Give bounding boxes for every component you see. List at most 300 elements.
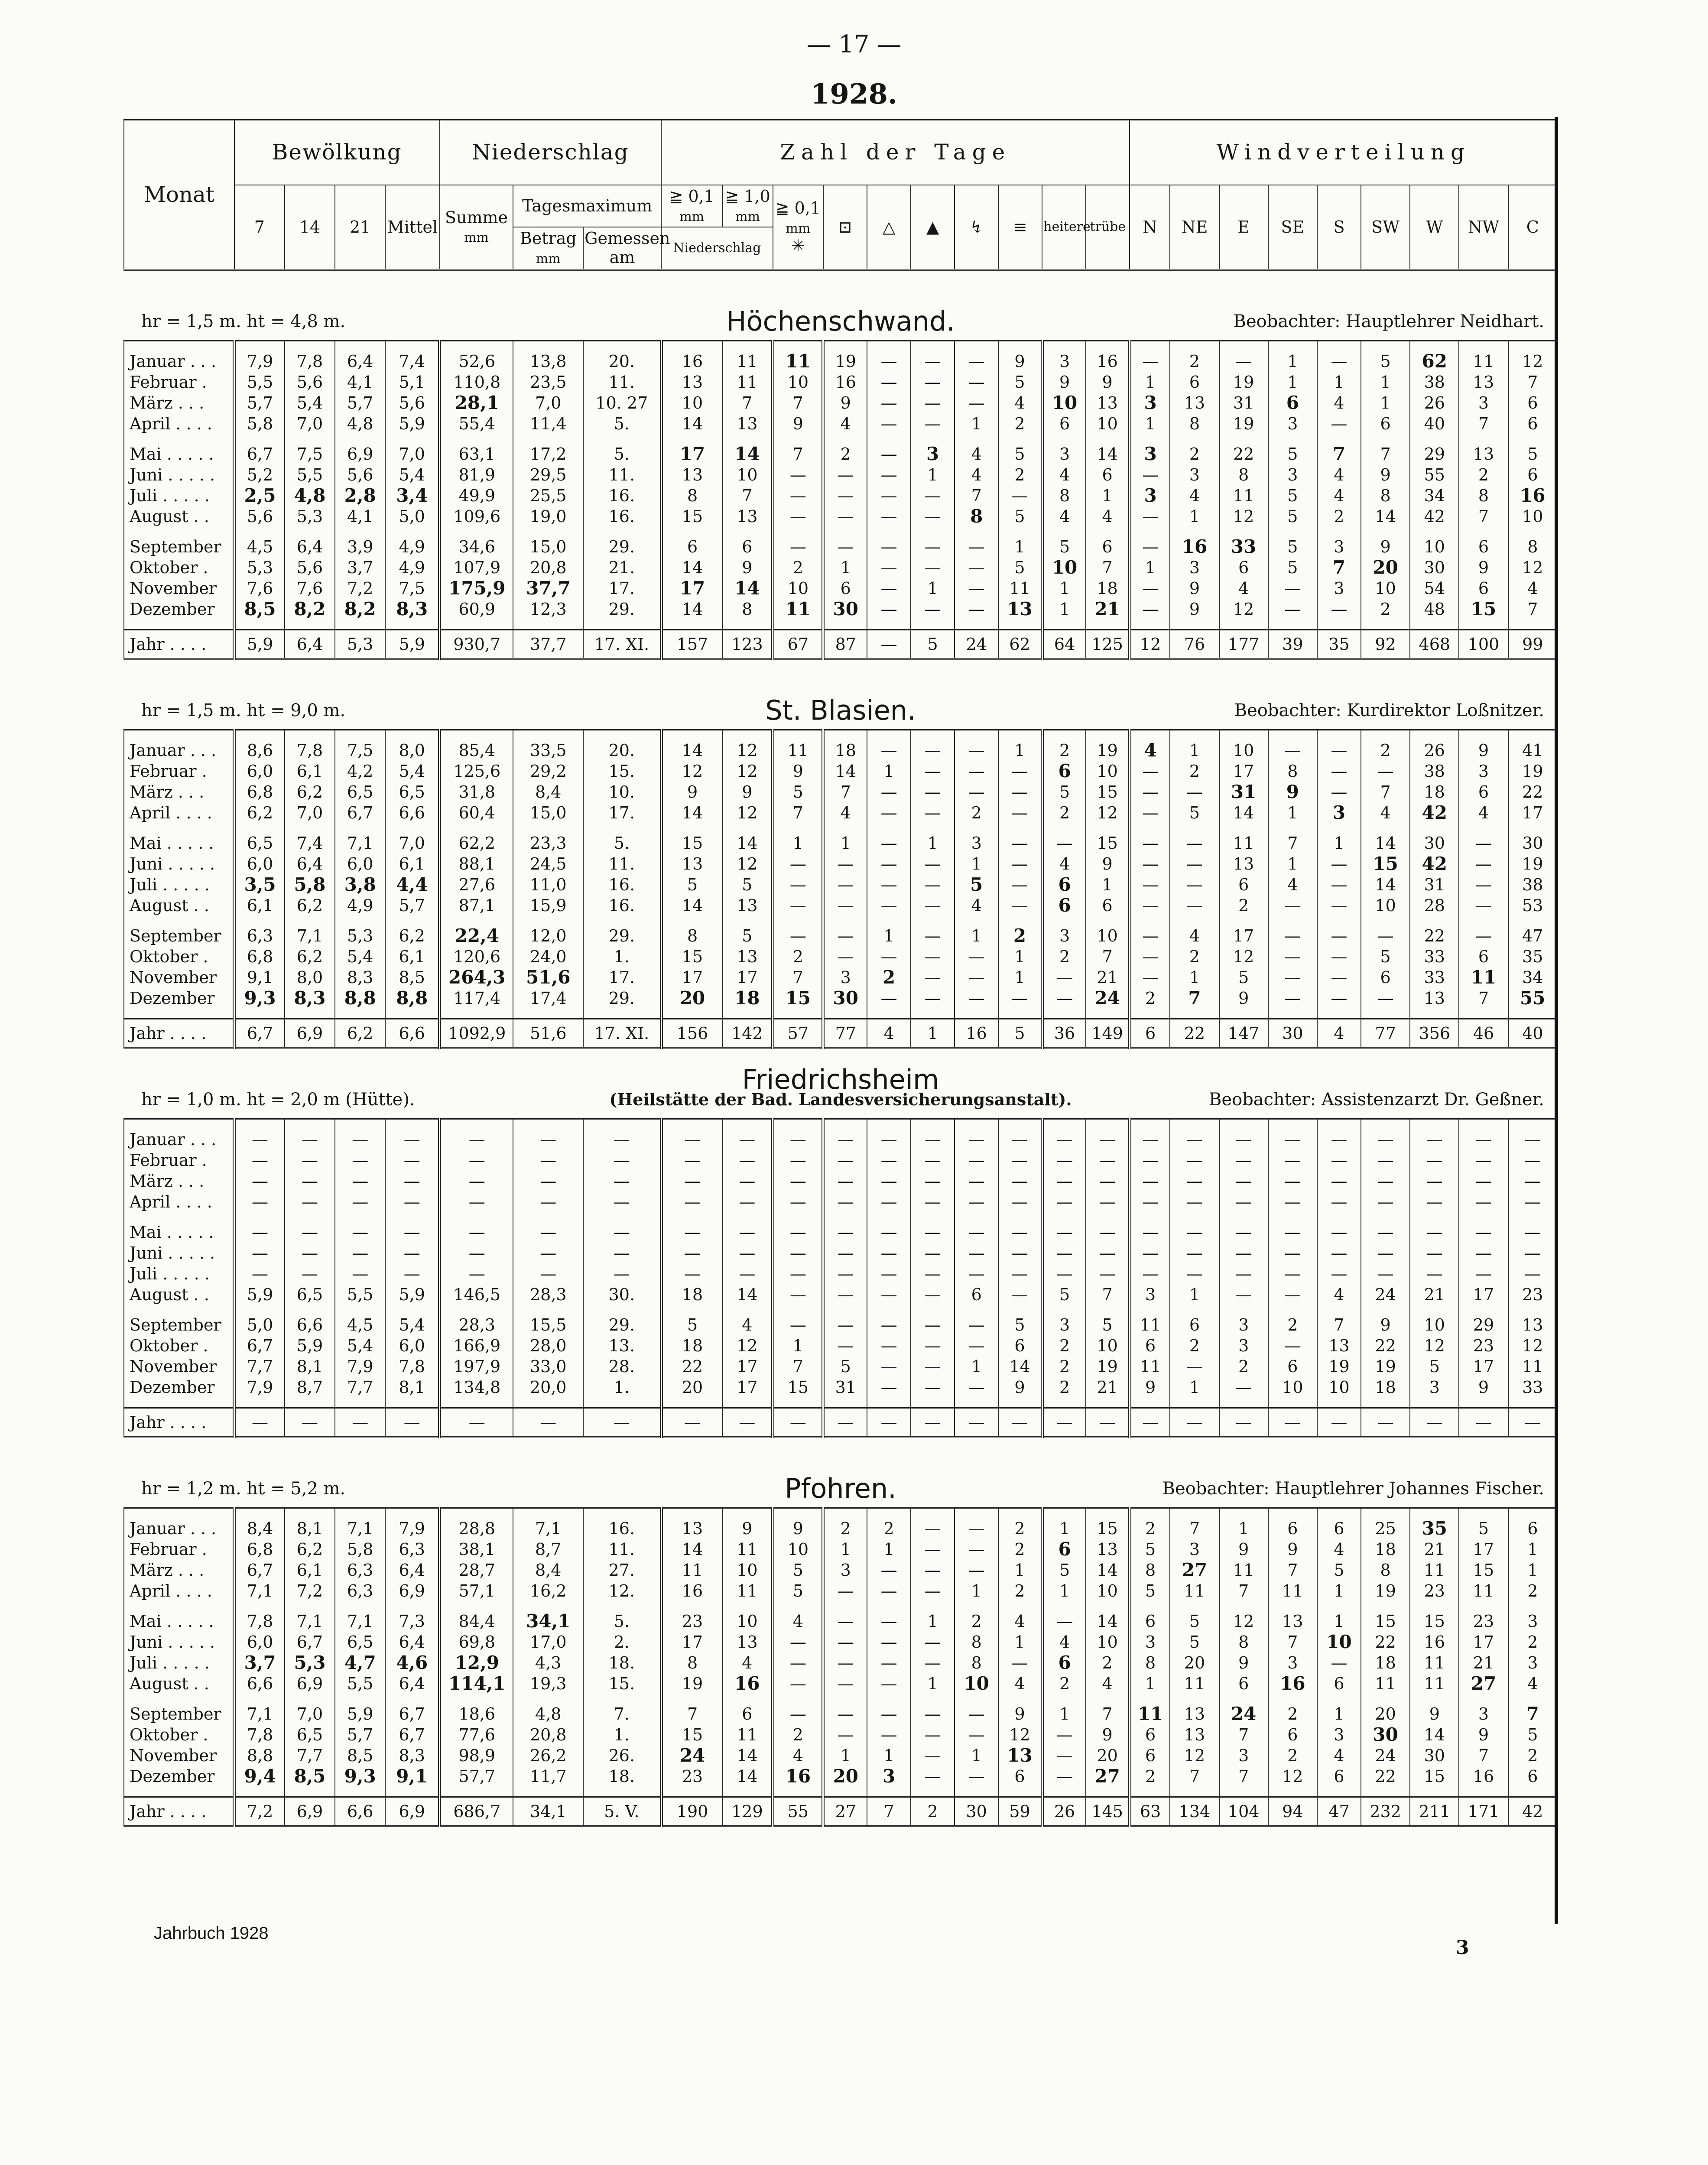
table-cell: 3 xyxy=(1130,1632,1170,1652)
spacer-cell xyxy=(1459,916,1508,925)
table-cell: — xyxy=(661,1263,722,1284)
table-cell: — xyxy=(773,925,823,946)
table-cell: 6 xyxy=(1317,1766,1361,1787)
table-cell: 5 xyxy=(1268,444,1317,464)
spacer-cell xyxy=(335,1601,385,1611)
spacer-cell xyxy=(867,1787,911,1797)
table-cell: 3 xyxy=(1410,1377,1459,1398)
month-label: Jahr . . . . xyxy=(124,630,234,659)
spacer-cell xyxy=(1130,823,1170,833)
table-cell: 3 xyxy=(1219,1335,1268,1356)
table-cell: 11 xyxy=(723,351,773,372)
table-cell: 16 xyxy=(723,1673,773,1694)
table-cell: — xyxy=(285,1243,335,1263)
table-cell: — xyxy=(1086,1150,1130,1171)
table-row xyxy=(124,740,1557,761)
spacer-cell xyxy=(773,527,823,536)
table-cell: 7 xyxy=(1459,988,1508,1009)
table-cell: 29 xyxy=(1410,444,1459,464)
table-cell: 1 xyxy=(998,740,1042,761)
spacer-cell xyxy=(1317,730,1361,740)
table-cell: — xyxy=(1130,1191,1170,1212)
table-cell: — xyxy=(723,1263,773,1284)
table-cell: 6 xyxy=(1508,413,1557,434)
spacer-cell xyxy=(1361,1508,1410,1518)
table-row xyxy=(124,802,1557,823)
table-cell: 5 xyxy=(1268,536,1317,557)
spacer-cell xyxy=(1130,527,1170,536)
table-cell: 1 xyxy=(998,967,1042,988)
spacer-cell xyxy=(1317,341,1361,351)
table-cell: — xyxy=(911,1129,955,1150)
table-cell: 5 xyxy=(1410,1356,1459,1377)
spacer-cell xyxy=(513,1212,583,1222)
table-cell: 2 xyxy=(1170,761,1219,782)
table-cell: 11 xyxy=(723,372,773,393)
table-cell: — xyxy=(773,536,823,557)
month-label: Mai . . . . . xyxy=(124,833,234,854)
table-cell: 18 xyxy=(1361,1539,1410,1560)
table-cell: 1 xyxy=(911,578,955,599)
spacer-cell xyxy=(823,527,867,536)
table-cell: 11 xyxy=(1130,1356,1170,1377)
table-cell: 10 xyxy=(773,578,823,599)
table-cell: 11 xyxy=(1410,1652,1459,1673)
table-cell: 6,2 xyxy=(285,782,335,802)
table-cell: 10 xyxy=(1086,1581,1130,1601)
table-cell: 22 xyxy=(1361,1335,1410,1356)
table-cell: — xyxy=(1268,895,1317,916)
table-cell: 14 xyxy=(723,1745,773,1766)
table-cell: 1 xyxy=(1086,874,1130,895)
table-cell: 22 xyxy=(1410,925,1459,946)
table-cell: 1 xyxy=(1170,1284,1219,1305)
table-cell: — xyxy=(998,988,1042,1009)
table-cell: 15,5 xyxy=(513,1315,583,1335)
spacer-cell xyxy=(1410,341,1459,351)
table-cell: 5 xyxy=(823,1356,867,1377)
spacer-cell xyxy=(1317,1119,1361,1129)
table-cell: 5 xyxy=(1219,967,1268,988)
table-cell: — xyxy=(773,506,823,527)
table-cell: — xyxy=(583,1408,661,1437)
table-cell: 3,5 xyxy=(234,874,285,895)
table-cell: 6 xyxy=(1361,413,1410,434)
table-cell: — xyxy=(1268,1284,1317,1305)
table-cell: 7,4 xyxy=(385,351,439,372)
table-cell: 7 xyxy=(1219,1581,1268,1601)
table-cell: — xyxy=(867,1284,911,1305)
table-cell: 5. xyxy=(583,444,661,464)
table-cell: — xyxy=(955,557,998,578)
spacer-cell xyxy=(285,730,335,740)
table-cell: — xyxy=(955,536,998,557)
spacer-cell xyxy=(1130,730,1170,740)
table-cell: 2 xyxy=(1042,946,1086,967)
table-cell: 930,7 xyxy=(440,630,513,659)
table-cell: 6,0 xyxy=(234,1632,285,1652)
table-cell: 10 xyxy=(1086,413,1130,434)
table-cell: — xyxy=(911,1632,955,1652)
table-cell: 14 xyxy=(1361,833,1410,854)
table-cell: — xyxy=(1170,854,1219,874)
spacer-cell xyxy=(385,1601,439,1611)
spacer-cell xyxy=(955,730,998,740)
spacer-cell xyxy=(955,434,998,444)
table-cell: 30 xyxy=(1410,833,1459,854)
table-cell: — xyxy=(1317,1243,1361,1263)
table-cell: 7,8 xyxy=(234,1611,285,1632)
table-cell: — xyxy=(1042,833,1086,854)
spacer-cell xyxy=(1042,916,1086,925)
table-cell: 7 xyxy=(1268,1560,1317,1581)
table-cell: — xyxy=(440,1263,513,1284)
table-cell: — xyxy=(1170,1150,1219,1171)
table-cell: — xyxy=(723,1243,773,1263)
spacer-cell xyxy=(1459,620,1508,630)
table-cell: 8,3 xyxy=(385,599,439,620)
spacer-row xyxy=(124,1787,1557,1797)
table-cell: — xyxy=(911,485,955,506)
table-cell: — xyxy=(911,557,955,578)
table-cell: 15 xyxy=(661,506,722,527)
table-cell: 28,3 xyxy=(513,1284,583,1305)
table-cell: — xyxy=(1042,967,1086,988)
table-cell: — xyxy=(1086,1243,1130,1263)
table-cell: — xyxy=(773,1150,823,1171)
spacer-cell xyxy=(1130,1398,1170,1408)
table-cell: — xyxy=(1130,1222,1170,1243)
spacer-cell xyxy=(1410,1212,1459,1222)
table-cell: — xyxy=(911,1222,955,1243)
table-cell: 17 xyxy=(1508,802,1557,823)
table-cell: — xyxy=(1361,1408,1410,1437)
table-cell: 9 xyxy=(723,557,773,578)
table-cell: 17. xyxy=(583,967,661,988)
spacer-cell xyxy=(1219,434,1268,444)
table-cell: 12 xyxy=(661,761,722,782)
table-cell: — xyxy=(1219,1129,1268,1150)
spacer-cell xyxy=(723,434,773,444)
table-cell: 5,9 xyxy=(335,1704,385,1724)
table-cell: 3,8 xyxy=(335,874,385,895)
table-cell: 5,1 xyxy=(385,372,439,393)
table-cell: — xyxy=(911,946,955,967)
spacer-cell xyxy=(285,1398,335,1408)
table-row xyxy=(124,833,1557,854)
header-col-14: 14 xyxy=(285,185,335,270)
station-name-text: Höchenschwand. xyxy=(726,305,955,337)
table-cell: — xyxy=(955,372,998,393)
spacer-cell xyxy=(1268,434,1317,444)
table-cell: — xyxy=(1361,1129,1410,1150)
spacer-cell xyxy=(723,527,773,536)
table-cell: 7 xyxy=(1219,1724,1268,1745)
table-row xyxy=(124,599,1557,620)
table-cell: 11 xyxy=(723,1581,773,1601)
table-cell: 4 xyxy=(1042,854,1086,874)
table-cell: 54 xyxy=(1410,578,1459,599)
table-cell: — xyxy=(911,761,955,782)
table-cell: — xyxy=(1219,1171,1268,1191)
table-cell: — xyxy=(867,506,911,527)
table-cell: 26 xyxy=(1410,740,1459,761)
table-cell: 5 xyxy=(1268,485,1317,506)
table-cell: 6,6 xyxy=(335,1797,385,1826)
table-cell: — xyxy=(1317,988,1361,1009)
table-cell: 10 xyxy=(1317,1632,1361,1652)
table-cell: 3 xyxy=(1317,1724,1361,1745)
table-cell: 3 xyxy=(1170,1539,1219,1560)
table-cell: — xyxy=(234,1222,285,1243)
table-cell: 49,9 xyxy=(440,485,513,506)
table-row xyxy=(124,1377,1557,1398)
spacer-cell xyxy=(583,916,661,925)
table-row xyxy=(124,372,1557,393)
spacer-row xyxy=(124,1212,1557,1222)
table-cell: 1 xyxy=(1170,506,1219,527)
table-cell: — xyxy=(1170,1356,1219,1377)
spacer-cell xyxy=(1219,823,1268,833)
table-row xyxy=(124,1745,1557,1766)
spacer-cell xyxy=(1042,1787,1086,1797)
table-cell: — xyxy=(911,506,955,527)
table-cell: — xyxy=(867,578,911,599)
table-cell: 7 xyxy=(723,485,773,506)
table-cell: 13 xyxy=(1459,444,1508,464)
table-cell: 1 xyxy=(867,1539,911,1560)
table-cell: — xyxy=(1317,1150,1361,1171)
spacer-cell xyxy=(583,1787,661,1797)
month-label: November xyxy=(124,967,234,988)
table-cell: 7,7 xyxy=(285,1745,335,1766)
table-cell: 6,2 xyxy=(335,1019,385,1048)
table-cell: 1 xyxy=(1086,485,1130,506)
table-cell: — xyxy=(1042,1150,1086,1171)
table-cell: 23,5 xyxy=(513,372,583,393)
table-cell: — xyxy=(1410,1263,1459,1284)
table-cell: — xyxy=(1170,1222,1219,1243)
table-row xyxy=(124,1284,1557,1305)
spacer-cell xyxy=(955,1508,998,1518)
spacer-cell xyxy=(1410,1601,1459,1611)
table-cell: 6,3 xyxy=(335,1560,385,1581)
table-cell: 9 xyxy=(1130,1377,1170,1398)
table-cell: 98,9 xyxy=(440,1745,513,1766)
table-cell: — xyxy=(867,1724,911,1745)
table-cell: 38,1 xyxy=(440,1539,513,1560)
table-cell: — xyxy=(1459,925,1508,946)
table-row xyxy=(124,1797,1557,1826)
table-cell: 5,4 xyxy=(335,1335,385,1356)
table-cell: 8,5 xyxy=(234,599,285,620)
table-cell: — xyxy=(583,1243,661,1263)
spacer-cell xyxy=(335,1787,385,1797)
spacer-cell xyxy=(335,434,385,444)
table-cell: 47 xyxy=(1508,925,1557,946)
table-cell: — xyxy=(285,1408,335,1437)
table-cell: 57 xyxy=(773,1019,823,1048)
table-cell: 5,9 xyxy=(385,630,439,659)
table-cell: 7,1 xyxy=(285,925,335,946)
table-cell: 2 xyxy=(1042,1335,1086,1356)
table-cell: 5 xyxy=(998,506,1042,527)
table-cell: 104 xyxy=(1219,1797,1268,1826)
table-cell: 62,2 xyxy=(440,833,513,854)
table-cell: — xyxy=(1086,1263,1130,1284)
table-cell: — xyxy=(998,1171,1042,1191)
table-cell: 15 xyxy=(1459,1560,1508,1581)
table-cell: 11 xyxy=(723,1724,773,1745)
spacer-cell xyxy=(285,1212,335,1222)
spacer-cell xyxy=(1410,1305,1459,1315)
table-cell: 15 xyxy=(1361,1611,1410,1632)
spacer-cell xyxy=(1508,1508,1557,1518)
table-cell: — xyxy=(773,1243,823,1263)
table-cell: 5. xyxy=(583,1611,661,1632)
table-cell: 2 xyxy=(1170,444,1219,464)
table-cell: — xyxy=(1268,1263,1317,1284)
table-cell: 4 xyxy=(1042,506,1086,527)
spacer-cell xyxy=(1268,341,1317,351)
table-cell: 11,7 xyxy=(513,1766,583,1787)
month-label: Juni . . . . . xyxy=(124,1632,234,1652)
spacer-cell xyxy=(998,620,1042,630)
table-cell: 7 xyxy=(1086,1704,1130,1724)
spacer-cell xyxy=(661,434,722,444)
table-cell: 2 xyxy=(998,1518,1042,1539)
header-zahl-der-tage: Zahl der Tage xyxy=(661,120,1130,185)
table-cell: 28,1 xyxy=(440,393,513,413)
table-cell: 23 xyxy=(661,1766,722,1787)
table-cell: 17. XI. xyxy=(583,630,661,659)
table-cell: — xyxy=(385,1263,439,1284)
table-cell: 3 xyxy=(1459,393,1508,413)
spacer-cell xyxy=(335,1119,385,1129)
table-cell: — xyxy=(661,1171,722,1191)
table-cell: — xyxy=(867,464,911,485)
spacer-cell xyxy=(867,620,911,630)
table-cell: 23 xyxy=(1459,1335,1508,1356)
table-cell: 16 xyxy=(1086,351,1130,372)
table-cell: 17 xyxy=(723,967,773,988)
spacer-cell xyxy=(285,1694,335,1704)
station-header-box xyxy=(124,271,1557,340)
spacer-cell xyxy=(1361,1009,1410,1019)
table-row xyxy=(124,1356,1557,1377)
station-observer: Beobachter: Hauptlehrer Neidhart. xyxy=(1233,311,1544,331)
table-cell: 24,5 xyxy=(513,854,583,874)
table-cell: 28. xyxy=(583,1356,661,1377)
table-cell: 8 xyxy=(1042,485,1086,506)
table-cell: 9,4 xyxy=(234,1766,285,1787)
table-cell: — xyxy=(867,874,911,895)
table-cell: 27 xyxy=(1170,1560,1219,1581)
table-cell: — xyxy=(867,1356,911,1377)
table-cell: — xyxy=(773,1315,823,1335)
spacer-cell xyxy=(335,1508,385,1518)
table-cell: 7 xyxy=(661,1704,722,1724)
spacer-cell xyxy=(124,1694,234,1704)
table-cell: 7,1 xyxy=(234,1704,285,1724)
table-cell: 7,5 xyxy=(335,740,385,761)
spacer-cell xyxy=(1170,527,1219,536)
table-row xyxy=(124,967,1557,988)
table-cell: — xyxy=(823,1243,867,1263)
table-cell: 7 xyxy=(1459,1745,1508,1766)
spacer-cell xyxy=(335,1305,385,1315)
table-cell: — xyxy=(911,1150,955,1171)
table-cell: 3 xyxy=(1508,1611,1557,1632)
table-cell: 5 xyxy=(998,372,1042,393)
table-cell: — xyxy=(955,988,998,1009)
table-cell: 22 xyxy=(1170,1019,1219,1048)
table-cell: 5 xyxy=(773,782,823,802)
table-cell: 19 xyxy=(661,1673,722,1694)
table-cell: 24 xyxy=(1361,1284,1410,1305)
spacer-cell xyxy=(583,620,661,630)
table-cell: 14 xyxy=(723,833,773,854)
spacer-cell xyxy=(335,916,385,925)
table-cell: — xyxy=(955,1560,998,1581)
table-cell: 10 xyxy=(661,393,722,413)
table-row xyxy=(124,1243,1557,1263)
spacer-row xyxy=(124,1508,1557,1518)
table-cell: 1 xyxy=(823,1539,867,1560)
month-label: Dezember xyxy=(124,599,234,620)
table-cell: 5 xyxy=(1170,1611,1219,1632)
month-label: Mai . . . . . xyxy=(124,444,234,464)
table-cell: — xyxy=(1459,1243,1508,1263)
spacer-cell xyxy=(773,1119,823,1129)
table-cell: 10 xyxy=(1410,536,1459,557)
spacer-cell xyxy=(583,730,661,740)
table-cell: 6 xyxy=(1268,393,1317,413)
table-cell: 7,1 xyxy=(513,1518,583,1539)
spacer-cell xyxy=(1042,1508,1086,1518)
station-heights: hr = 1,2 m. ht = 5,2 m. xyxy=(141,1478,346,1499)
table-cell: 15. xyxy=(583,1673,661,1694)
table-cell: 29,2 xyxy=(513,761,583,782)
table-cell: 20,8 xyxy=(513,1724,583,1745)
table-cell: 29. xyxy=(583,1315,661,1335)
table-cell: 2 xyxy=(955,1611,998,1632)
table-cell: — xyxy=(234,1191,285,1212)
table-cell: 14 xyxy=(661,740,722,761)
spacer-cell xyxy=(234,1212,285,1222)
footer-jahrbuch: Jahrbuch 1928 xyxy=(154,1924,269,1943)
month-label: Februar . xyxy=(124,372,234,393)
table-cell: 7 xyxy=(723,393,773,413)
table-cell: 77 xyxy=(1361,1019,1410,1048)
spacer-cell xyxy=(440,1601,513,1611)
table-cell: 7 xyxy=(1170,1518,1219,1539)
table-cell: 6,7 xyxy=(234,1560,285,1581)
table-cell: 19 xyxy=(1086,1356,1130,1377)
table-cell: 5,5 xyxy=(335,1673,385,1694)
table-cell: 8 xyxy=(1130,1652,1170,1673)
table-cell: 9 xyxy=(998,351,1042,372)
table-cell: 5,3 xyxy=(285,1652,335,1673)
table-cell: 55 xyxy=(773,1797,823,1826)
table-cell: 7 xyxy=(1086,1284,1130,1305)
header-col-7: 7 xyxy=(234,185,285,270)
spacer-cell xyxy=(1042,823,1086,833)
table-cell: 2,8 xyxy=(335,485,385,506)
spacer-cell xyxy=(1170,1601,1219,1611)
table-cell: 1 xyxy=(773,833,823,854)
spacer-cell xyxy=(955,1009,998,1019)
